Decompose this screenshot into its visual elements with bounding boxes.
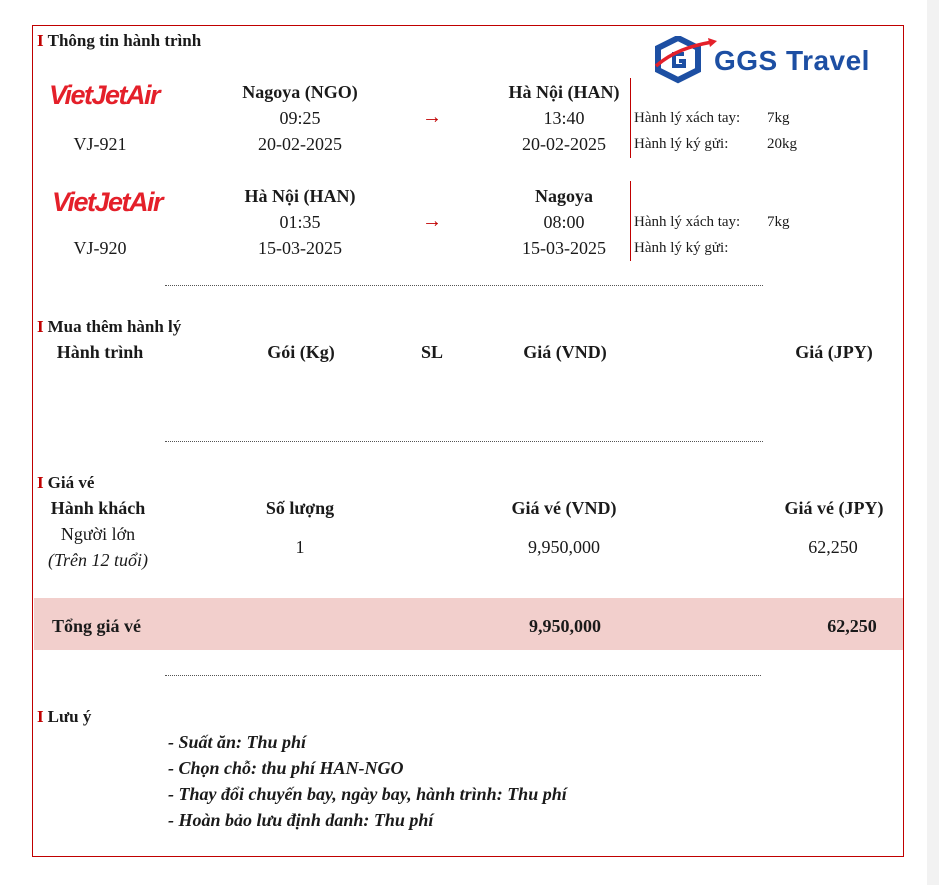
itinerary-section-title <box>37 31 201 51</box>
fare-price-jpy: 62,250 <box>808 537 858 557</box>
divider <box>630 181 631 261</box>
passenger-age-note: (Trên 12 tuổi) <box>47 550 149 570</box>
fare-header-passenger: Hành khách <box>50 498 146 518</box>
fare-header-price-jpy: Giá vé (JPY) <box>784 498 884 518</box>
right-arrow-icon: → <box>422 210 442 232</box>
arrival-time: 13:40 <box>543 108 585 128</box>
arrival-time: 08:00 <box>543 212 585 232</box>
dotted-separator <box>165 675 761 676</box>
fare-header-price-vnd: Giá vé (VND) <box>511 498 617 518</box>
flight-number: VJ-920 <box>73 238 127 258</box>
carry-on-label: Hành lý xách tay: <box>634 214 741 230</box>
baggage-header-route: Hành trình <box>56 342 144 362</box>
baggage-header-price-jpy: Giá (JPY) <box>795 342 873 362</box>
flight-number: VJ-921 <box>73 134 127 154</box>
carry-on-value: 7kg <box>767 110 790 126</box>
page-edge-strip <box>927 0 939 885</box>
arrival-date: 20-02-2025 <box>522 134 606 154</box>
baggage-title-text: Mua thêm hành lý <box>47 317 182 336</box>
baggage-header-price-vnd: Giá (VND) <box>523 342 607 362</box>
carry-on-label: Hành lý xách tay: <box>634 110 741 126</box>
checked-baggage-value: 20kg <box>767 136 797 152</box>
dotted-separator <box>165 285 763 286</box>
departure-date: 20-02-2025 <box>258 134 342 154</box>
vietjet-logo: VietJetAir <box>52 187 163 217</box>
departure-time: 01:35 <box>279 212 321 232</box>
baggage-section-title <box>37 317 181 337</box>
total-fare-bar <box>34 598 903 650</box>
fare-title-text: Giá vé <box>47 473 95 492</box>
passenger-type: Người lớn <box>60 524 136 544</box>
section-marker: I <box>37 473 44 492</box>
arrival-place: Hà Nội (HAN) <box>508 82 620 102</box>
total-fare-label: Tổng giá vé <box>52 616 142 636</box>
note-item: - Chọn chỗ: thu phí HAN-NGO <box>168 758 404 778</box>
total-fare-vnd: 9,950,000 <box>529 616 601 636</box>
checked-baggage-label: Hành lý ký gửi: <box>634 136 729 152</box>
section-marker: I <box>37 707 44 726</box>
section-marker: I <box>37 31 44 50</box>
right-arrow-icon: → <box>422 106 442 128</box>
arrival-place: Nagoya <box>535 186 593 206</box>
dotted-separator <box>165 441 763 442</box>
departure-place: Hà Nội (HAN) <box>244 186 356 206</box>
total-fare-jpy: 62,250 <box>827 616 877 636</box>
notes-section-title <box>37 707 91 727</box>
brand-name: GGS Travel <box>714 45 870 76</box>
note-item: - Thay đổi chuyến bay, ngày bay, hành trình: Thu phí <box>168 784 567 804</box>
itinerary-title-text: Thông tin hành trình <box>47 31 202 50</box>
passenger-quantity: 1 <box>295 537 305 557</box>
fare-price-vnd: 9,950,000 <box>528 537 600 557</box>
departure-date: 15-03-2025 <box>258 238 342 258</box>
baggage-header-quantity: SL <box>420 342 444 362</box>
ggs-logo-icon <box>654 36 718 84</box>
arrival-date: 15-03-2025 <box>522 238 606 258</box>
vietjet-logo: VietJetAir <box>49 80 160 110</box>
carry-on-value: 7kg <box>767 214 790 230</box>
section-marker: I <box>37 317 44 336</box>
fare-header-quantity: Số lượng <box>265 498 335 518</box>
baggage-header-package: Gói (Kg) <box>267 342 335 362</box>
departure-time: 09:25 <box>279 108 321 128</box>
note-item: - Hoàn bảo lưu định danh: Thu phí <box>168 810 434 830</box>
departure-place: Nagoya (NGO) <box>242 82 358 102</box>
note-item: - Suất ăn: Thu phí <box>168 732 307 752</box>
fare-section-title <box>37 473 94 493</box>
checked-baggage-label: Hành lý ký gửi: <box>634 240 729 256</box>
notes-title-text: Lưu ý <box>47 707 92 726</box>
divider <box>630 78 631 158</box>
